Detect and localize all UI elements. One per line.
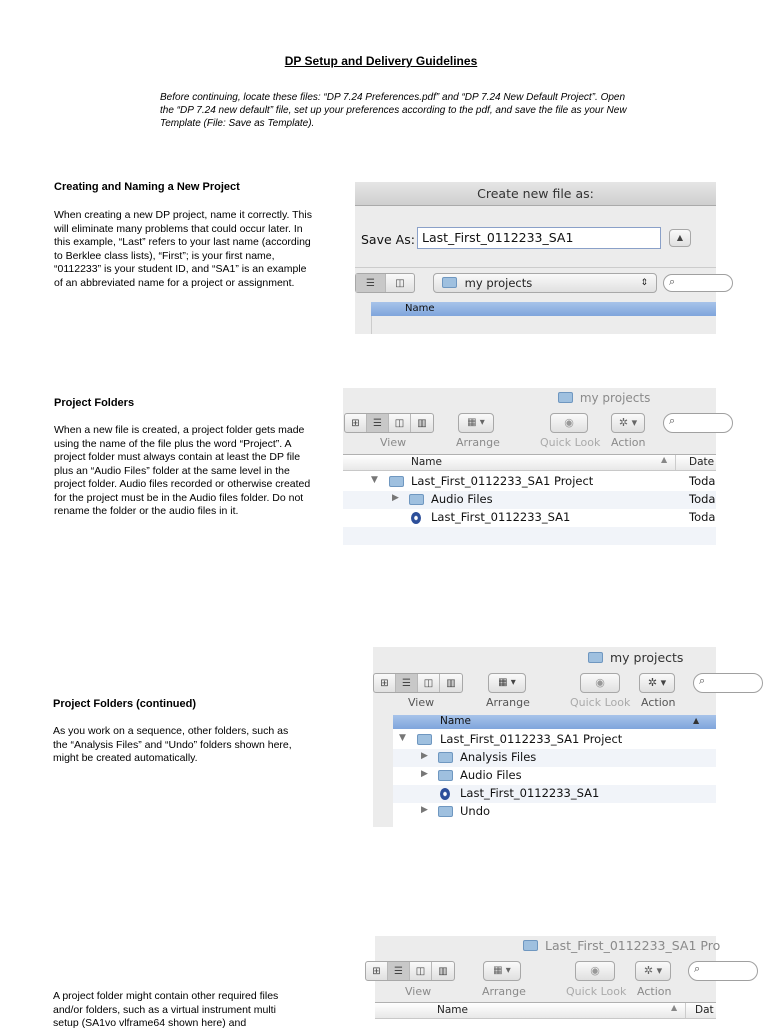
view-mode-control[interactable]: [344, 413, 434, 433]
list-view-icon: ☰: [367, 414, 389, 432]
column-header-row: [393, 715, 716, 729]
arrange-label: Arrange: [486, 696, 530, 709]
column-view-icon: ◫: [389, 414, 411, 432]
action-button[interactable]: ✲ ▾: [611, 413, 645, 433]
quick-look-button[interactable]: ◉: [575, 961, 615, 981]
search-field[interactable]: ⌕: [693, 673, 763, 693]
dialog-title: Create new file as:: [355, 182, 716, 206]
quick-look-label: Quick Look: [566, 985, 627, 998]
arrange-label: Arrange: [482, 985, 526, 998]
coverflow-view-icon: ▥: [438, 965, 448, 977]
section-heading-project-folders-continued: Project Folders (continued): [53, 698, 197, 710]
date-column-header[interactable]: Date: [689, 456, 715, 468]
action-label: Action: [641, 696, 676, 709]
intro-paragraph: Before continuing, locate these files: “DP 7.24 Preferences.pdf” and “DP 7.24 New Default Project”. Open the “DP 7.24 new default” file, set up your preferences according to the pdf, and save the file as your New Template (File: Save as Template).: [160, 92, 627, 129]
folder-icon: [417, 734, 432, 745]
search-field[interactable]: ⌕: [663, 274, 733, 292]
save-as-label: Save As:: [361, 232, 415, 247]
column-view-icon[interactable]: ◫: [395, 277, 405, 289]
name-column-header[interactable]: Name: [411, 456, 442, 468]
page-title: DP Setup and Delivery Guidelines: [284, 54, 478, 68]
view-label: View: [380, 436, 407, 449]
disclosure-closed-icon[interactable]: ▶: [421, 751, 428, 761]
arrange-label: Arrange: [456, 436, 500, 449]
section-body-naming: When creating a new DP project, name it correctly. This will eliminate many problems that could occur later. In this example, “Last” refers to your last name (according to Berklee class lists), “First”; is your first name, “0112233” is your student ID, and “SA1” is an example of an abbreviated name for a project or assignment.: [54, 209, 312, 289]
arrange-button[interactable]: ▦ ▾: [483, 961, 521, 981]
name-column-header[interactable]: Name: [371, 302, 716, 316]
section-heading-project-folders: Project Folders: [54, 397, 135, 409]
section-body-other-files: A project folder might contain other required files and/or folders, such as a virtual instrument multi setup (SA1vo vlframe64 shown here) and: [53, 990, 279, 1029]
action-button[interactable]: ✲ ▾: [635, 961, 671, 981]
action-label: Action: [637, 985, 672, 998]
view-mode-control[interactable]: [355, 273, 415, 293]
name-column-header[interactable]: Name: [437, 1004, 468, 1016]
icon-view-icon: ⊞: [345, 414, 367, 432]
save-dialog-screenshot: [355, 182, 716, 334]
date-column-header[interactable]: Dat: [695, 1004, 714, 1016]
list-item[interactable]: Last_First_0112233_SA1 Toda: [343, 509, 716, 527]
window-title: Last_First_0112233_SA1 Pro: [523, 938, 720, 953]
disclosure-closed-icon[interactable]: ▶: [421, 805, 428, 815]
folder-icon: [442, 277, 457, 288]
quick-look-label: Quick Look: [540, 436, 601, 449]
folder-icon: [523, 940, 538, 951]
coverflow-view-icon: ▥: [446, 677, 456, 689]
search-field[interactable]: ⌕: [663, 413, 733, 433]
quick-look-button[interactable]: ◉: [580, 673, 620, 693]
folder-icon: [588, 652, 603, 663]
list-item[interactable]: Last_First_0112233_SA1: [393, 785, 716, 803]
finder-window-1-screenshot: [343, 388, 716, 540]
column-view-icon: ◫: [410, 962, 432, 980]
search-field[interactable]: ⌕: [688, 961, 758, 981]
list-item[interactable]: ▶ Audio Files Toda: [343, 491, 716, 509]
view-label: View: [408, 696, 435, 709]
list-item[interactable]: ▼ Last_First_0112233_SA1 Project Toda: [371, 474, 716, 488]
section-heading-naming: Creating and Naming a New Project: [54, 181, 240, 193]
finder-window-2-screenshot: [373, 647, 716, 827]
disclosure-closed-icon[interactable]: ▶: [421, 769, 428, 779]
view-mode-control[interactable]: [365, 961, 455, 981]
quick-look-button[interactable]: ◉: [550, 413, 588, 433]
disclosure-closed-icon[interactable]: ▶: [392, 493, 399, 503]
action-button[interactable]: ✲ ▾: [639, 673, 675, 693]
list-item[interactable]: ▶ Undo: [421, 804, 491, 818]
updown-arrows-icon: ⇕: [640, 278, 648, 288]
name-column-header[interactable]: Name: [440, 715, 471, 727]
window-title: my projects: [558, 391, 650, 405]
disclosure-open-icon[interactable]: ▼: [371, 475, 378, 485]
icon-view-icon: ⊞: [374, 674, 396, 692]
list-view-icon: ☰: [396, 674, 418, 692]
folder-icon: [438, 752, 453, 763]
expand-dialog-button[interactable]: ▲: [669, 229, 691, 247]
list-item[interactable]: ▼ Last_First_0112233_SA1 Project: [399, 732, 623, 746]
sort-ascending-icon: ▲: [661, 455, 668, 464]
dp-document-icon: [440, 788, 450, 800]
quick-look-label: Quick Look: [570, 696, 631, 709]
coverflow-view-icon: ▥: [417, 417, 427, 429]
disclosure-open-icon[interactable]: ▼: [399, 733, 406, 743]
view-label: View: [405, 985, 432, 998]
folder-icon: [438, 806, 453, 817]
arrange-button[interactable]: ▦ ▾: [488, 673, 526, 693]
view-mode-control[interactable]: [373, 673, 463, 693]
folder-icon: [558, 392, 573, 403]
arrange-button[interactable]: ▦ ▾: [458, 413, 494, 433]
dp-document-icon: [411, 512, 421, 524]
sort-ascending-icon: ▲: [693, 716, 700, 725]
list-item[interactable]: ▶ Audio Files: [421, 768, 522, 782]
icon-view-icon: ⊞: [366, 962, 388, 980]
column-view-icon: ◫: [418, 674, 440, 692]
section-body-project-folders-continued: As you work on a sequence, other folders, such as the “Analysis Files” and “Undo” folders shown here, might be created automatically.: [53, 725, 292, 764]
list-view-icon: ☰: [388, 962, 410, 980]
list-item[interactable]: ▶ Analysis Files: [393, 749, 716, 767]
finder-window-3-screenshot: [372, 936, 721, 1024]
list-view-icon[interactable]: ☰: [356, 274, 386, 292]
sort-ascending-icon: ▲: [671, 1003, 678, 1012]
section-body-project-folders: When a new file is created, a project folder gets made using the name of the file plus the word “Project”. A project folder must always contain at least the DP file plus an “Audio Files” folder at the same level in the project folder. Audio files recorded or otherwise created for the project must be in the Audio files folder. Do not rename the folder or the audio files in it.: [54, 424, 311, 517]
folder-icon: [389, 476, 404, 487]
location-popup[interactable]: my projects ⇕: [433, 273, 657, 293]
filename-field[interactable]: Last_First_0112233_SA1: [417, 227, 661, 249]
folder-icon: [438, 770, 453, 781]
column-header-row: [343, 455, 716, 471]
column-header-row: [375, 1003, 716, 1019]
window-title: my projects: [588, 650, 683, 665]
action-label: Action: [611, 436, 646, 449]
folder-icon: [409, 494, 424, 505]
